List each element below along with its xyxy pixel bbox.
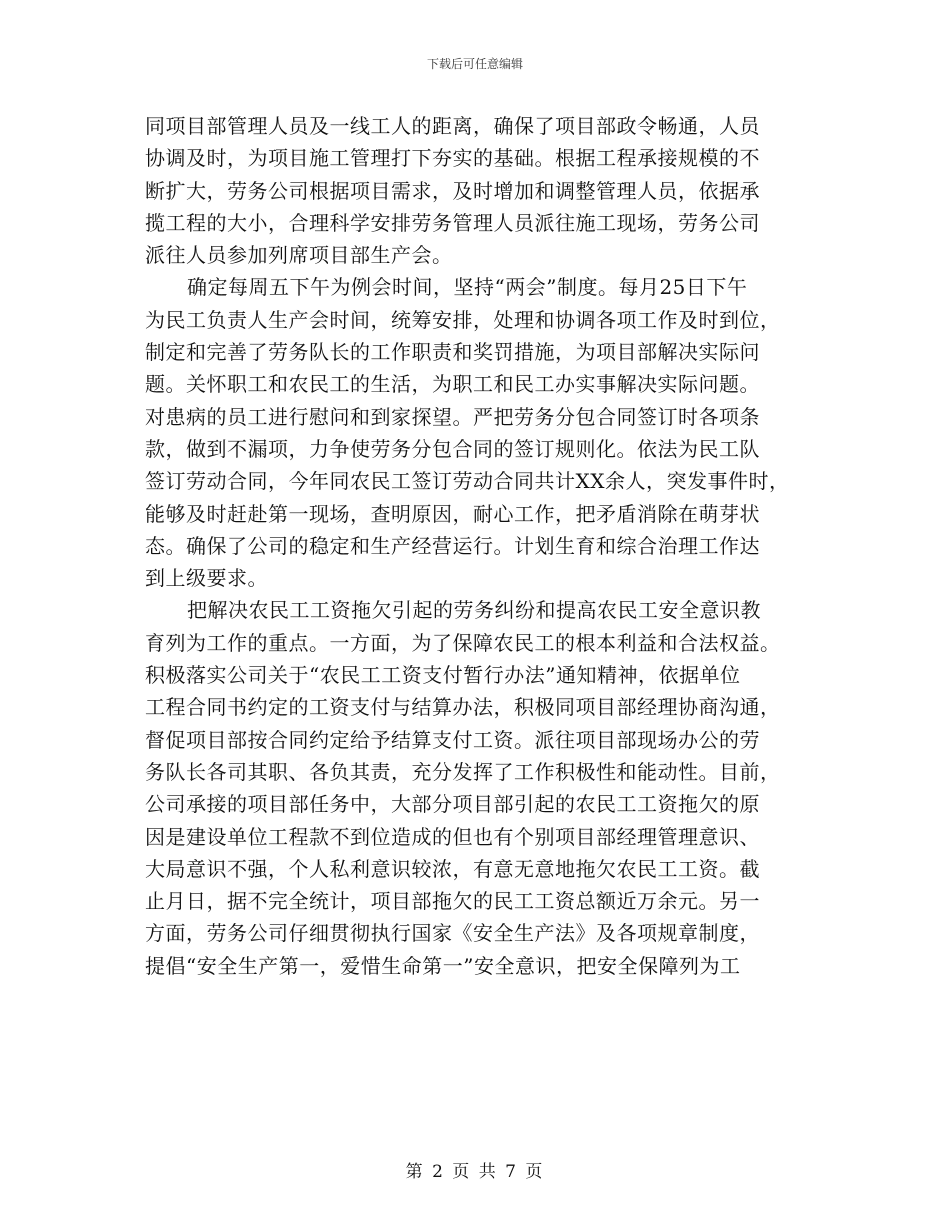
paragraph-start-line: 把解决农民工工资拖欠引起的劳务纠纷和提高农民工安全意识教 [187,598,761,623]
text-line: 到上级要求。 [145,566,268,591]
text-line: 派往人员参加列席项目部生产会。 [145,243,453,268]
text-line: 育列为工作的重点。一方面，为了保障农民工的根本利益和合法权益。 [145,630,781,655]
text-line: 款，做到不漏项，力争使劳务分包合同的签订规则化。依法为民工队 [145,436,760,461]
text-line: 断扩大，劳务公司根据项目需求，及时增加和调整管理人员，依据承 [145,178,760,203]
text-line: 公司承接的项目部任务中，大部分项目部引起的农民工工资拖欠的原 [145,792,760,817]
paragraph-start-line: 确定每周五下午为例会时间，坚持“两会”制度。每月25日下午 [187,275,748,300]
text-line: 签订劳动合同，今年同农民工签订劳动合同共计XX余人，突发事件时， [145,469,790,494]
text-line: 提倡“安全生产第一，爱惜生命第一”安全意识，把安全保障列为工 [145,953,741,978]
text-line: 督促项目部按合同约定给予结算支付工资。派往项目部现场办公的劳 [145,727,760,752]
text-line: 工程合同书约定的工资支付与结算办法，积极同项目部经理协商沟通， [145,695,781,720]
page-header: 下载后可任意编辑 [426,57,523,71]
text-line: 制定和完善了劳务队长的工作职责和奖罚措施，为项目部解决实际问 [145,340,760,365]
text-line: 协调及时，为项目施工管理打下夯实的基础。根据工程承接规模的不 [145,146,760,171]
text-line: 务队长各司其职、各负其责，充分发挥了工作积极性和能动性。目前， [145,759,781,784]
text-line: 为民工负责人生产会时间，统筹安排，处理和协调各项工作及时到位， [145,307,781,332]
text-line: 能够及时赶赴第一现场，查明原因，耐心工作，把矛盾消除在萌芽状 [145,501,760,526]
text-line: 态。确保了公司的稳定和生产经营运行。计划生育和综合治理工作达 [145,533,760,558]
text-line: 止月日，据不完全统计，项目部拖欠的民工工资总额近万余元。另一 [145,889,760,914]
text-line: 题。关怀职工和农民工的生活，为职工和民工办实事解决实际问题。 [145,372,760,397]
text-line: 因是建设单位工程款不到位造成的但也有个别项目部经理管理意识、 [145,824,760,849]
text-line: 同项目部管理人员及一线工人的距离，确保了项目部政令畅通，人员 [145,114,760,138]
text-line: 揽工程的大小，合理科学安排劳务管理人员派往施工现场，劳务公司 [145,210,760,235]
text-line: 大局意识不强，个人私利意识较浓，有意无意地拖欠农民工工资。截 [145,856,760,881]
document-body [145,110,805,982]
text-line: 对患病的员工进行慰问和到家探望。严把劳务分包合同签订时各项条 [145,404,760,429]
text-line: 积极落实公司关于“农民工工资支付暂行办法”通知精神，依据单位 [145,663,741,688]
page-number-footer: 第 2 页 共 7 页 [405,1162,545,1182]
text-line: 方面，劳务公司仔细贯彻执行国家《安全生产法》及各项规章制度， [145,921,760,946]
